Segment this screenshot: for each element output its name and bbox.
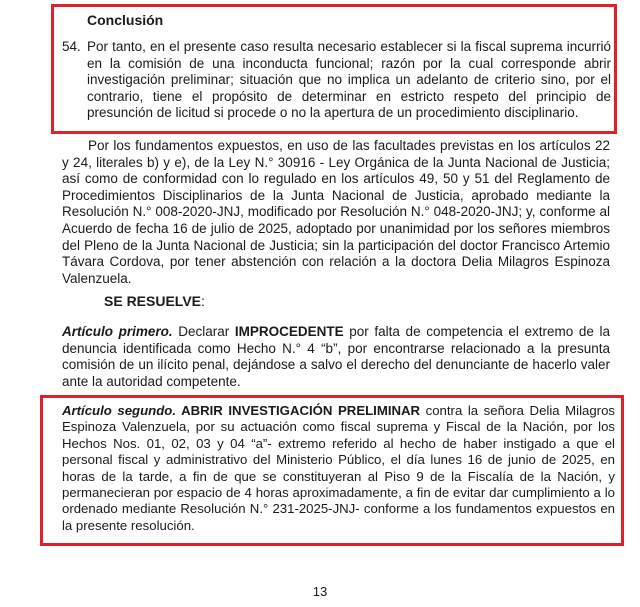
conclusion-heading: Conclusión: [87, 12, 164, 28]
articulo-primero-text-1: Declarar: [172, 324, 235, 339]
paragraph-number: 54.: [62, 39, 81, 54]
abrir-investigacion-strong: ABRIR INVESTIGACIÓN PRELIMINAR: [176, 403, 421, 418]
se-resuelve-label: SE RESUELVE: [104, 293, 201, 309]
fundamentos-text: Por los fundamentos expuestos, en uso de las facultades previstas en los artículos 22 y 24, literales b) y e), de la Ley N.° 30916 - Ley Orgánica de la Junta Nacional de Justicia; así como de conformidad con lo regulado en los artículos 49, 50 y 51 del Reglamento de Procedimientos Disciplinarios de la Junta Nacional de Justicia, aprobado mediante la Resolución N.° 008-2020-JNJ, modificado por Resolución N.° 048-2020-JNJ; y, conforme al Acuerdo de fecha 16 de julio de 2025, adoptado por unanimidad por los señores miembros del Pleno de la Junta Nacional de Justicia; sin la participación del doctor Francisco Artemio Távara Cordova, por tener abstención con relación a la doctora Delia Milagros Espinoza Valenzuela.: [62, 138, 610, 286]
articulo-primero-paragraph: [62, 324, 610, 390]
articulo-primero-label: Artículo primero.: [62, 324, 173, 339]
articulo-segundo-label: Artículo segundo.: [62, 403, 176, 418]
page-number: 13: [312, 584, 328, 599]
conclusion-paragraph: Por tanto, en el presente caso resulta necesario establecer si la fiscal suprema incurrió en la comisión de una inconducta funcional; razón por la cual corresponde abrir investigación preliminar; situación que no implica un adelanto de criterio sino, por el contrario, tiene el propósito de determinar en estricto respeto del principio de presunción de licitud si procede o no la apertura de un procedimiento disciplinario.: [87, 39, 611, 121]
fundamentos-paragraph: [62, 138, 610, 287]
se-resuelve-heading: [104, 293, 205, 310]
articulo-segundo-text: contra la señora Delia Milagros Espinoza Valenzuela, por su actuación como fiscal suprema y Fiscal de la Nación, por los Hechos Nos. 01, 02, 03 y 04 “a”- extremo referido al hecho de haber instigado a que el personal fiscal y administrativo del Ministerio Público, el día lunes 16 de junio de 2025, en horas de la tarde, a fin de que se constituyeran al Piso 9 de la Fiscalía de la Nación, y permanecieran por espacio de 4 horas aproximadamente, a fin de evitar dar cumplimiento a lo ordenado mediante Resolución N.° 231-2025-JNJ- conforme a los fundamentos expuestos en la presente resolución.: [62, 403, 615, 533]
se-resuelve-colon: :: [201, 293, 205, 309]
articulo-segundo-paragraph: [62, 403, 615, 534]
articulo-primero-text-2: por falta de competencia el extremo de la denuncia identificada como Hecho N.° 4 “b”, por encontrarse relacionado a la presunta comisión de un ilícito penal, dejándose a salvo el derecho del denunciante de hacerlo valer ante la autoridad competente.: [62, 324, 611, 389]
improcedente-strong: IMPROCEDENTE: [234, 324, 344, 339]
